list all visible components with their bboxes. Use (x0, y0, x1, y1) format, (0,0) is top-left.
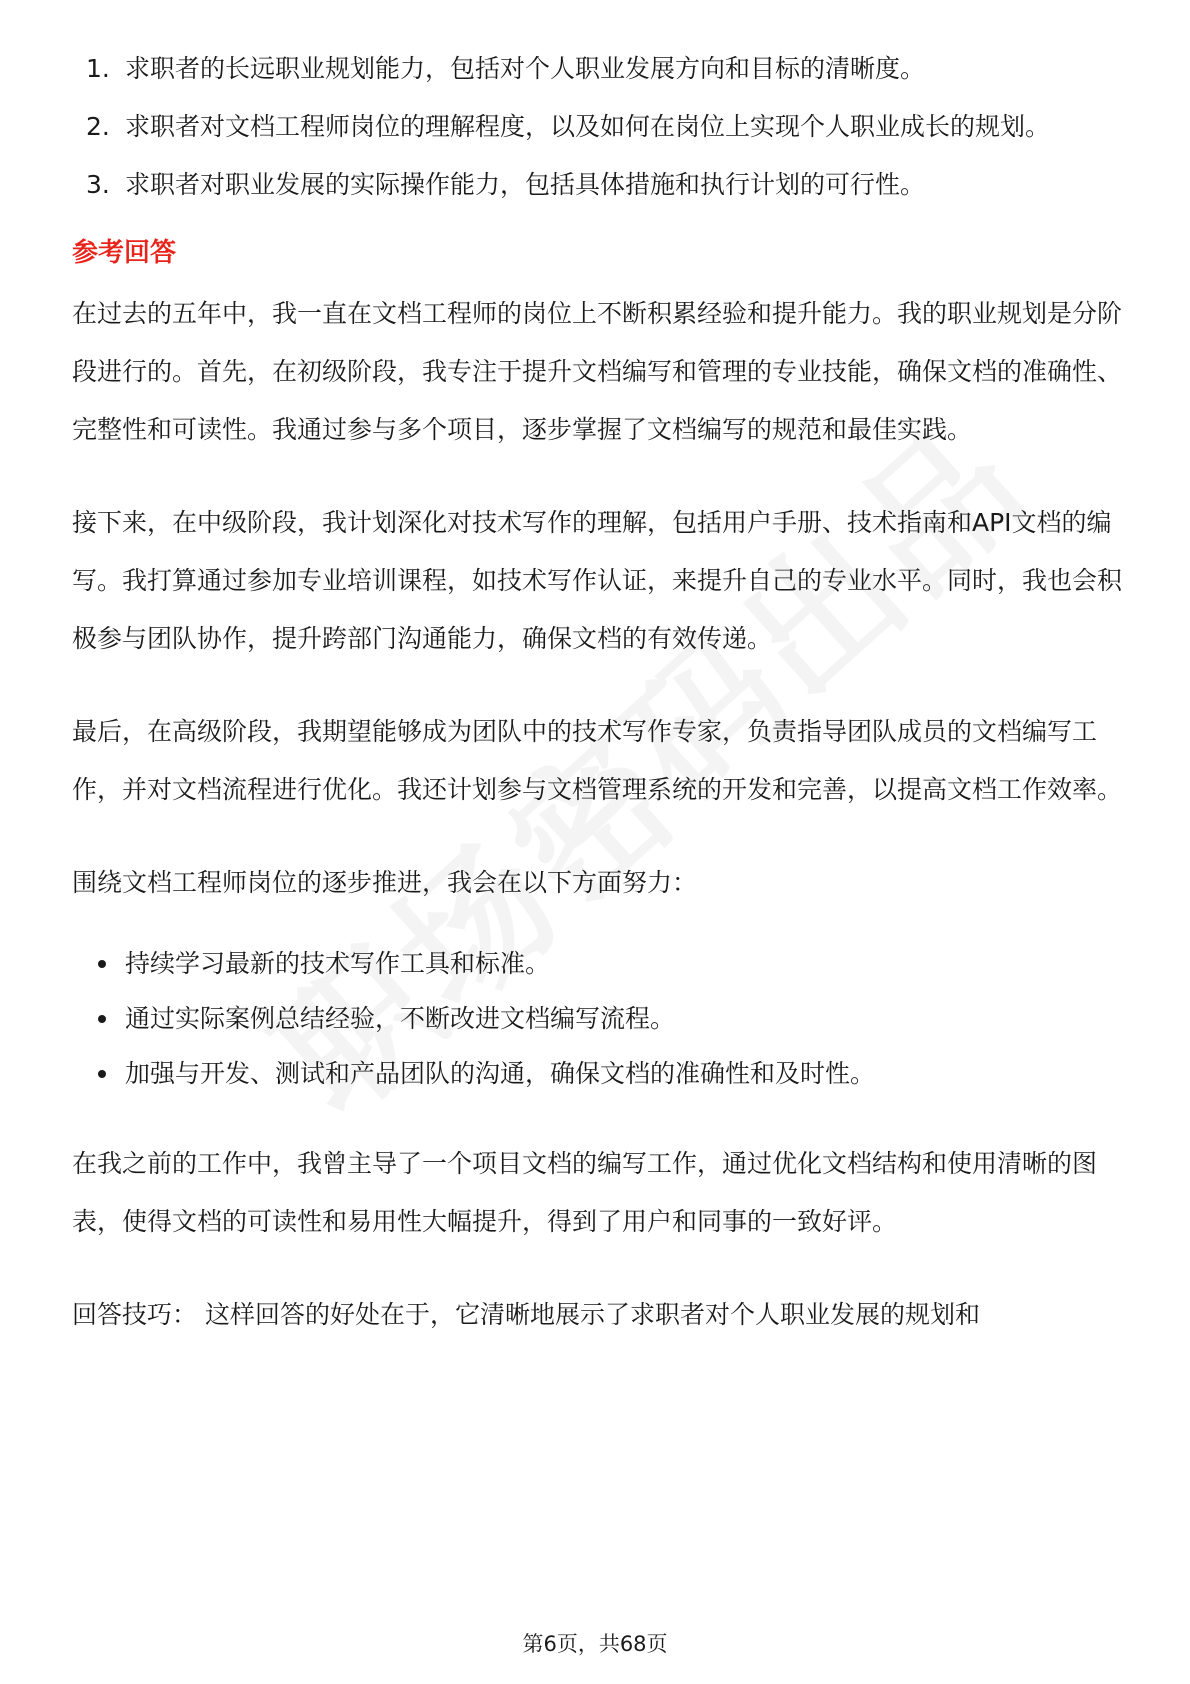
list-item-text: 求职者对文档工程师岗位的理解程度，以及如何在岗位上实现个人职业成长的规划。 (125, 112, 1051, 141)
paragraph: 在我之前的工作中，我曾主导了一个项目文档的编写工作，通过优化文档结构和使用清晰的图表，使得文档的可读性和易用性大幅提升，得到了用户和同事的一致好评。 (72, 1149, 1098, 1236)
tip-text: 这样回答的好处在于，它清晰地展示了求职者对个人职业发展的规划和 (204, 1300, 980, 1329)
paragraph: 最后，在高级阶段，我期望能够成为团队中的技术写作专家，负责指导团队成员的文档编写工作，并对文档流程进行优化。我还计划参与文档管理系统的开发和完善，以提高文档工作效率。 (72, 717, 1123, 804)
list-item-text: 通过实际案例总结经验，不断改进文档编写流程。 (125, 1004, 676, 1033)
list-item (72, 936, 1122, 991)
list-item (72, 98, 1122, 156)
bullet-icon (98, 960, 106, 968)
list-item (72, 1046, 1122, 1101)
effort-list (72, 936, 1122, 1101)
tip-paragraph (72, 1286, 1122, 1344)
paragraph: 在过去的五年中，我一直在文档工程师的岗位上不断积累经验和提升能力。我的职业规划是分阶段进行的。首先，在初级阶段，我专注于提升文档编写和管理的专业技能，确保文档的准确性、完整性和可读性。我通过参与多个项目，逐步掌握了文档编写的规范和最佳实践。 (72, 299, 1123, 444)
criteria-list (72, 40, 1122, 214)
page-footer: 第6页，共68页 (522, 1632, 668, 1656)
list-item (72, 156, 1122, 214)
list-item-text: 求职者对职业发展的实际操作能力，包括具体措施和执行计划的可行性。 (125, 170, 926, 199)
list-item (72, 40, 1122, 98)
list-number: 1. (86, 54, 110, 83)
list-item-text: 求职者的长远职业规划能力，包括对个人职业发展方向和目标的清晰度。 (125, 54, 926, 83)
tip-label: 回答技巧： (72, 1300, 198, 1329)
paragraph: 围绕文档工程师岗位的逐步推进，我会在以下方面努力： (72, 868, 698, 897)
list-item-text: 持续学习最新的技术写作工具和标准。 (125, 949, 551, 978)
page-content (72, 40, 1122, 1379)
bullet-icon (98, 1015, 106, 1023)
list-number: 2. (86, 112, 110, 141)
bullet-icon (98, 1070, 106, 1078)
list-item-text: 加强与开发、测试和产品团队的沟通，确保文档的准确性和及时性。 (125, 1059, 876, 1088)
paragraph: 接下来，在中级阶段，我计划深化对技术写作的理解，包括用户手册、技术指南和API文档的编写。我打算通过参加专业培训课程，如技术写作认证，来提升自己的专业水平。同时，我也会积极参与团队协作，提升跨部门沟通能力，确保文档的有效传递。 (72, 508, 1123, 653)
list-number: 3. (86, 170, 110, 199)
section-title: 参考回答 (72, 238, 177, 268)
list-item (72, 991, 1122, 1046)
